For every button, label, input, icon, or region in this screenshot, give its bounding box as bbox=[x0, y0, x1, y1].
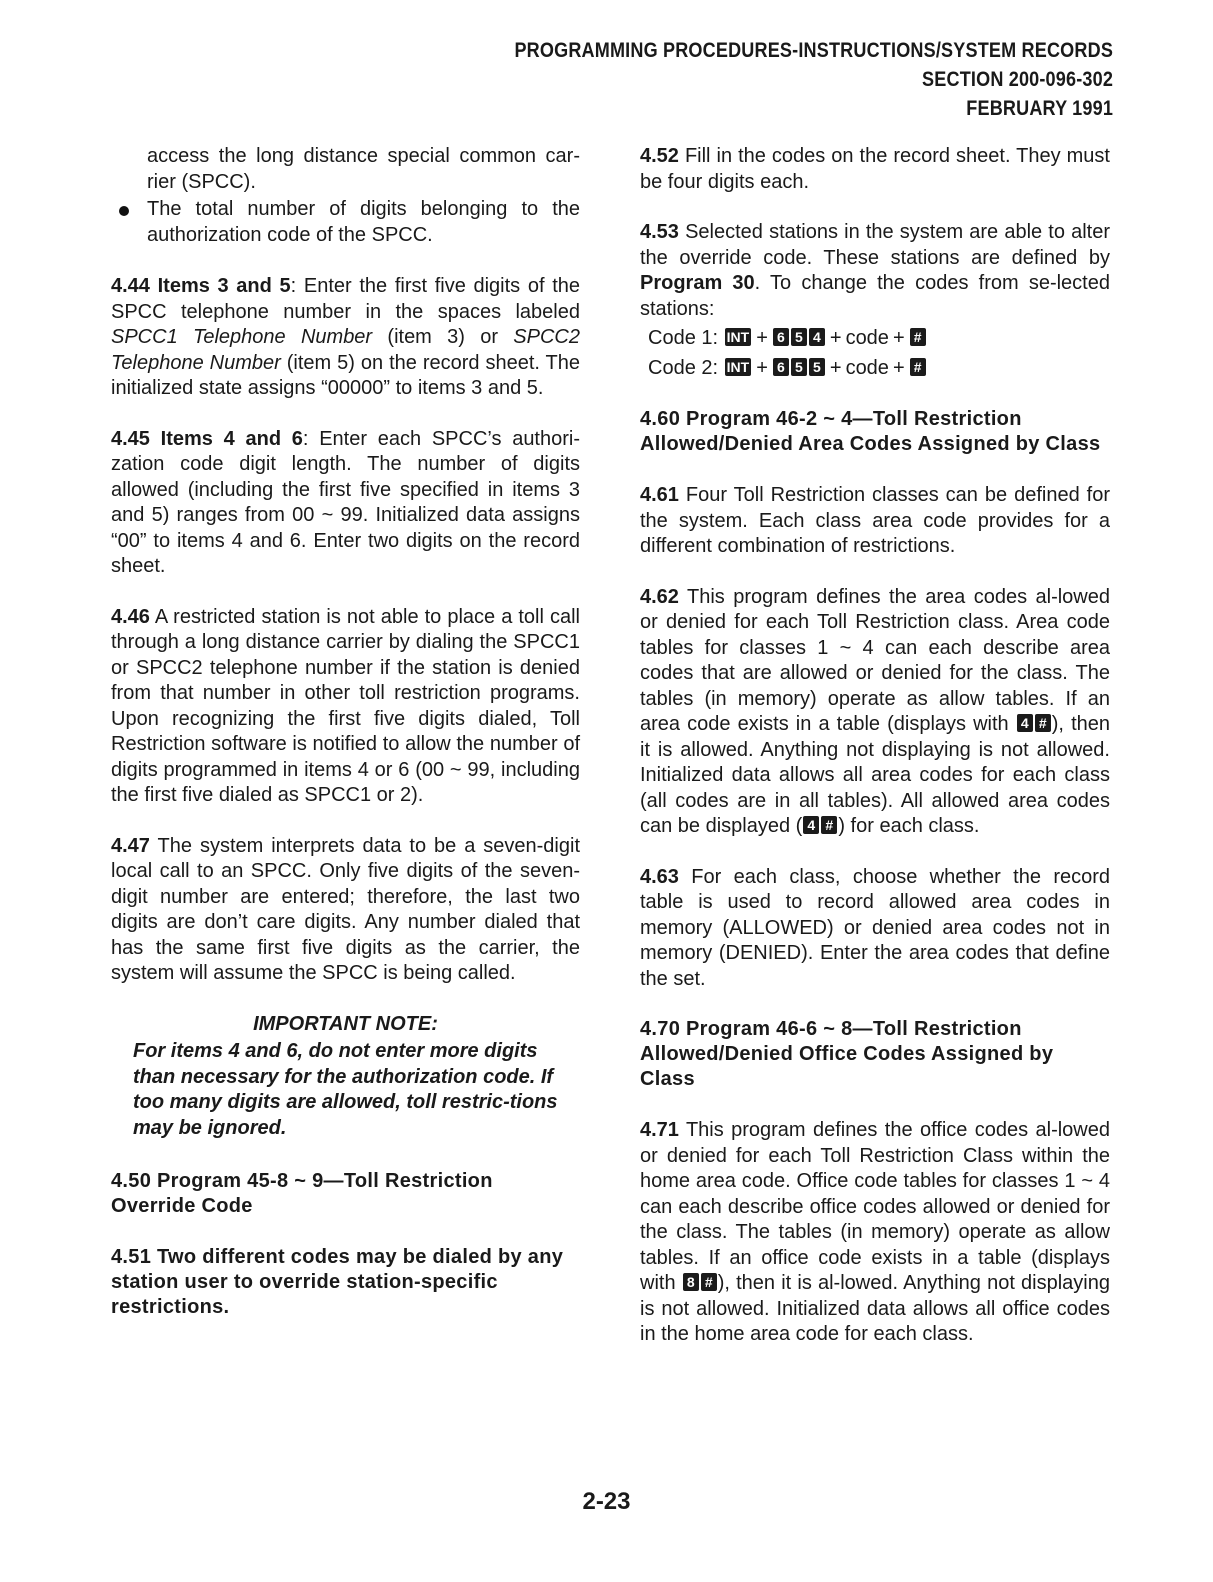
bullet-icon bbox=[119, 206, 129, 216]
hash-key-icon: # bbox=[701, 1273, 717, 1291]
code-1-line: Code 1: INT + 6 5 4 + code + # bbox=[648, 326, 1110, 352]
paragraph-4-61: 4.61 Four Toll Restriction classes can be defined for the system. Each class area code provides for a different combination of restrictions. bbox=[640, 484, 1110, 557]
heading-4-70: 4.70 Program 46-6 ~ 8—Toll Restriction Allowed/Denied Office Codes Assigned by Class bbox=[640, 1018, 1054, 1090]
digit-key-icon: 6 bbox=[773, 358, 789, 376]
important-note-body: For items 4 and 6, do not enter more digits than necessary for the authorization code. If too many digits are allowed, toll restric-tions may be ignored. bbox=[133, 1040, 558, 1139]
continued-text: access the long distance special common car-rier (SPCC). bbox=[147, 145, 580, 193]
heading-4-60: 4.60 Program 46-2 ~ 4—Toll Restriction Allowed/Denied Area Codes Assigned by Class bbox=[640, 408, 1101, 455]
hash-key-icon: # bbox=[910, 358, 926, 376]
header-section: SECTION 200-096-302 bbox=[922, 68, 1113, 91]
paragraph-4-62: 4.62 This program defines the area codes al-lowed or denied for each Toll Restriction class. Area code tables for classes 1 ~ 4 can each describe area codes that are allowed or denied for the class. The tables (in memory) operate as allow tables. If an area code exists in a table (displays with 4 # ), then it is allowed. Anything not displaying is not allowed. Initialized data allows all area codes for each class (all codes are in all tables). All allowed area codes can be displayed ( 4 # ) for each class. bbox=[640, 585, 1110, 837]
digit-key-icon: 4 bbox=[809, 328, 825, 346]
header-date: FEBRUARY 1991 bbox=[966, 97, 1113, 120]
paragraph-4-47: 4.47 The system interprets data to be a seven-digit local call to an SPCC. Only five digits of the seven-digit number are entered; therefore, the last two digits are don’t care digits. Any number dialed that has the same first five digits as the carrier, the system will assume the SPCC is being called. bbox=[111, 834, 580, 984]
paragraph-4-45: 4.45 Items 4 and 6: Enter each SPCC’s authori-zation code digit length. The number of digits allowed (including the first five specified in items 3 and 5) ranges from 00 ~ 99. Initialized data assigns “00” to items 4 and 6. Enter two digits on the record sheet. bbox=[111, 427, 581, 577]
digit-key-icon: 5 bbox=[791, 358, 807, 376]
digit-key-icon: 5 bbox=[791, 328, 807, 346]
code-2-line: Code 2: INT + 6 5 5 + code + # bbox=[648, 356, 1110, 382]
paragraph-4-71: 4.71 This program defines the office codes al-lowed or denied for each Toll Restriction Class within the home area code. Office code tables for classes 1 ~ 4 can each describe office codes allowed or denied for the class. The tables (in memory) operate as allow tables. If an office code exists in a table (displays with 8 # ), then it is al-lowed. Anything not displaying is not allowed. Initialized data allows all office codes in the home area code for each class. bbox=[640, 1119, 1110, 1345]
paragraph-4-53: 4.53 Selected stations in the system are able to alter the override code. These stations are defined by Program 30. To change the codes from se-lected stations: bbox=[640, 221, 1110, 320]
hash-key-icon: # bbox=[1035, 714, 1051, 732]
right-column bbox=[640, 144, 1110, 1373]
int-key-icon: INT bbox=[726, 358, 750, 375]
left-column bbox=[111, 144, 580, 1346]
heading-4-50: 4.50 Program 45-8 ~ 9—Toll Restriction Override Code bbox=[111, 1170, 493, 1217]
page-number: 2-23 bbox=[582, 1488, 631, 1515]
hash-key-icon: # bbox=[910, 328, 926, 346]
digit-key-icon: 4 bbox=[803, 816, 819, 834]
paragraph-4-63: 4.63 For each class, choose whether the record table is used to record allowed area codes in memory (ALLOWED) or denied area codes not in memory (DENIED). Enter the area codes that define the set. bbox=[640, 865, 1111, 990]
paragraph-4-46: 4.46 A restricted station is not able to place a toll call through a long distance carrier by dialing the SPCC1 or SPCC2 telephone number if the station is denied from that number in other toll restriction programs. Upon recognizing the first five digits dialed, Toll Restriction software is notified to allow the number of digits programmed in items 4 or 6 (00 ~ 99, including the first five dialed as SPCC1 or 2). bbox=[111, 605, 581, 806]
header-title: PROGRAMMING PROCEDURES-INSTRUCTIONS/SYSTEM RECORDS bbox=[514, 39, 1113, 62]
bullet-item bbox=[111, 197, 580, 248]
paragraph-4-51: 4.51 Two different codes may be dialed by any station user to override station-specific restrictions. bbox=[111, 1246, 564, 1318]
page-header bbox=[514, 36, 1113, 123]
important-note-title: IMPORTANT NOTE: bbox=[253, 1012, 438, 1035]
digit-key-icon: 6 bbox=[773, 328, 789, 346]
digit-key-icon: 8 bbox=[683, 1273, 699, 1291]
paragraph-4-44: 4.44 Items 3 and 5: Enter the first five digits of the SPCC telephone number in the spaces labeled SPCC1 Telephone Number (item 3) or SPCC2 Telephone Number (item 5) on the record sheet. The initialized state assigns “00000” to items 3 and 5. bbox=[111, 275, 581, 399]
paragraph-4-52: 4.52 Fill in the codes on the record sheet. They must be four digits each. bbox=[640, 145, 1110, 193]
int-key-icon: INT bbox=[726, 329, 750, 345]
digit-key-icon: 5 bbox=[809, 358, 825, 376]
digit-key-icon: 4 bbox=[1017, 714, 1033, 732]
hash-key-icon: # bbox=[821, 816, 837, 834]
bullet-text: The total number of digits belonging to the authorization code of the SPCC. bbox=[147, 198, 580, 246]
